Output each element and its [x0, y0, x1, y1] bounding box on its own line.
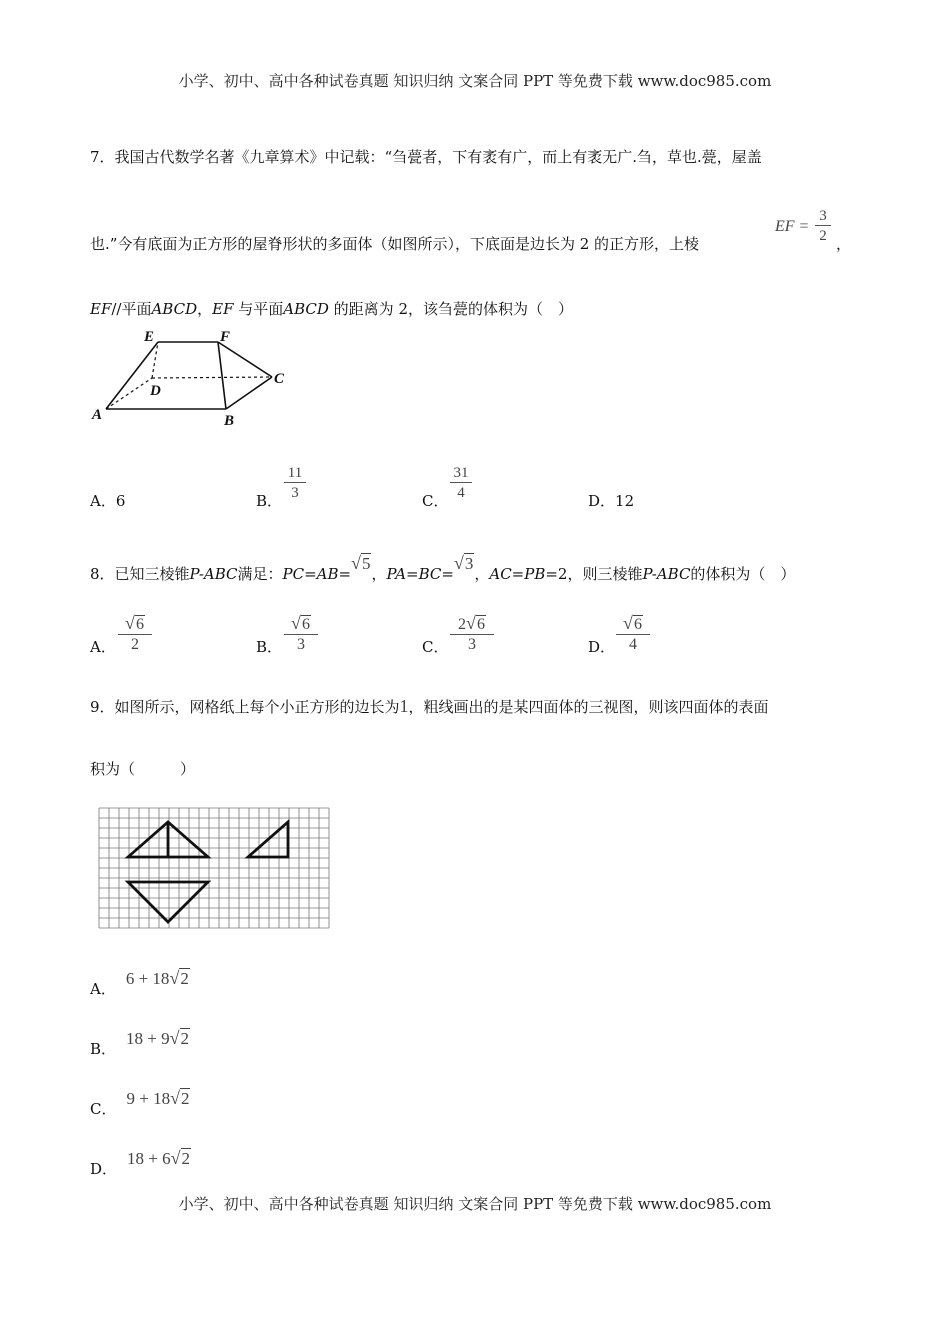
q7-option-d[interactable]	[588, 490, 634, 511]
option-label: D．	[90, 1160, 118, 1178]
q7-option-c[interactable]	[422, 490, 448, 511]
page-header: 小学、初中、高中各种试卷真题 知识归纳 文案合同 PPT 等免费下载 www.doc985.com	[178, 72, 772, 90]
radicand: 5	[361, 554, 371, 573]
label-e: E	[144, 329, 155, 345]
q7-option-b[interactable]	[256, 490, 282, 511]
frac-den: 3	[450, 634, 494, 655]
edge-ad	[106, 378, 152, 409]
q7-ef-den: 2	[815, 225, 831, 246]
q8-sqrt3: √3	[453, 553, 474, 573]
radicand: 6	[301, 616, 310, 633]
option-value: 12	[615, 492, 635, 510]
q9-option-a[interactable]	[90, 968, 190, 998]
q7-ef-fraction	[815, 207, 831, 246]
option-label: B．	[90, 1040, 117, 1058]
q9-text: 9．如图所示，网格纸上每个小正方形的边长为	[90, 698, 400, 716]
q8-option-c-fraction: $\frac{2√6}{3}$	[450, 614, 494, 655]
q8-var: AC=PB=	[489, 565, 558, 583]
q7-ef-var: EF	[90, 300, 112, 318]
q9-one: 1	[399, 696, 409, 716]
q7-text: 的距离为 2，该刍甍的体积为（ ）	[328, 300, 573, 318]
sqrt: √2	[170, 1148, 191, 1168]
frac-num: 31	[453, 465, 469, 481]
q8-var: P-ABC	[189, 565, 238, 583]
q9-option-c[interactable]	[90, 1088, 190, 1118]
q8-text: 8．已知三棱锥	[90, 565, 190, 583]
radicand: 2	[180, 1029, 190, 1048]
option-expr: 9 + 18	[126, 1089, 171, 1108]
q7-line3	[90, 298, 573, 319]
frac-den: 3	[284, 634, 318, 655]
option-label: C．	[422, 492, 449, 510]
option-label: C．	[90, 1100, 117, 1118]
label-a: A	[92, 407, 103, 423]
q7-text: //平面	[111, 300, 152, 318]
coef: 2	[458, 616, 467, 633]
radicand: 2	[181, 1149, 191, 1168]
label-f: F	[220, 329, 231, 345]
q8-option-b-fraction: $\frac{√6}{3}$	[284, 614, 318, 655]
q8-option-d-fraction: $\frac{√6}{4}$	[616, 614, 650, 655]
q7-option-c-fraction	[450, 464, 472, 503]
q7-option-b-fraction	[284, 464, 306, 503]
q8-text: ，	[474, 565, 490, 583]
label-d: D	[150, 383, 161, 399]
label-b: B	[224, 413, 235, 429]
frac-den: 4	[450, 482, 472, 503]
frac-den: 3	[284, 482, 306, 503]
q7-text: 与平面	[233, 300, 284, 318]
edge-bc	[226, 377, 272, 409]
edge-dc	[152, 377, 272, 378]
q9-option-b[interactable]	[90, 1028, 190, 1058]
grid-lines	[99, 808, 329, 928]
q8-option-b[interactable]	[256, 636, 282, 657]
q8-var: PA=BC=	[386, 565, 454, 583]
option-label: C．	[422, 638, 449, 656]
q7-line2-end: ，	[836, 235, 852, 253]
radicand: 2	[180, 1089, 190, 1108]
q7-line1: 7．我国古代数学名著《九章算术》中记载：“刍甍者，下有袤有广，而上有袤无广.刍，草也.甍，屋盖	[90, 148, 762, 166]
q8-text: 2，则三棱锥	[557, 565, 643, 583]
option-expr: 6 + 18	[125, 969, 170, 988]
radicand: 6	[135, 616, 144, 633]
q9-option-d[interactable]	[90, 1148, 191, 1178]
option-label: D．	[588, 492, 616, 510]
frac-den: 4	[616, 634, 650, 655]
q7-text: ，	[197, 300, 213, 318]
q8-var: PC=AB=	[282, 565, 352, 583]
option-label: A．	[90, 638, 116, 656]
radicand: 2	[180, 969, 189, 988]
q7-ef-label: EF =	[775, 218, 810, 235]
sqrt: √2	[169, 1028, 190, 1048]
option-label: B．	[256, 492, 283, 510]
q9-three-view-figure	[98, 807, 330, 931]
frac-den: 2	[118, 634, 152, 655]
side-view-triangle	[248, 822, 288, 857]
frac-num: 11	[287, 465, 303, 481]
q8-stem	[90, 553, 796, 584]
q8-option-a-fraction: $\frac{√6}{2}$	[118, 614, 152, 655]
q8-sqrt5: √5	[351, 553, 371, 573]
radicand: 3	[464, 554, 474, 573]
q8-var: P-ABC	[642, 565, 691, 583]
edge-fb	[218, 342, 226, 409]
q7-polyhedron-figure	[88, 325, 298, 430]
q8-option-c[interactable]	[422, 636, 448, 657]
radicand: 6	[476, 616, 485, 633]
q8-text: ，	[371, 565, 387, 583]
q7-ef-var: EF	[212, 300, 234, 318]
q7-abcd-var: ABCD	[151, 300, 198, 318]
q7-abcd-var: ABCD	[283, 300, 329, 318]
option-label: D．	[588, 638, 616, 656]
option-expr: 18 + 6	[127, 1149, 171, 1168]
option-label: A．	[90, 492, 116, 510]
option-value: 6	[115, 492, 126, 510]
radicand: 6	[633, 616, 642, 633]
sqrt: √2	[169, 968, 189, 988]
sqrt: √2	[170, 1088, 190, 1108]
option-label: B．	[256, 638, 283, 656]
q8-text: 的体积为（ ）	[690, 565, 796, 583]
q9-line1	[90, 696, 769, 717]
q7-ef-num: 3	[819, 208, 827, 224]
q8-text: 满足：	[237, 565, 283, 583]
edge-fc	[218, 342, 272, 377]
option-label: A．	[90, 980, 116, 998]
q8-option-a[interactable]	[90, 636, 116, 657]
page-footer: 小学、初中、高中各种试卷真题 知识归纳 文案合同 PPT 等免费下载 www.doc985.com	[178, 1195, 772, 1213]
option-expr: 18 + 9	[126, 1029, 170, 1048]
q7-line2: 也.”今有底面为正方形的屋脊形状的多面体（如图所示），下底面是边长为 2 的正方形，上棱	[90, 235, 700, 253]
q9-line2: 积为（ ）	[90, 760, 196, 778]
q8-option-d[interactable]	[588, 636, 615, 657]
q7-option-a[interactable]	[90, 490, 125, 511]
q9-text: ，粗线画出的是某四面体的三视图，则该四面体的表面	[408, 698, 769, 716]
label-c: C	[274, 371, 285, 387]
